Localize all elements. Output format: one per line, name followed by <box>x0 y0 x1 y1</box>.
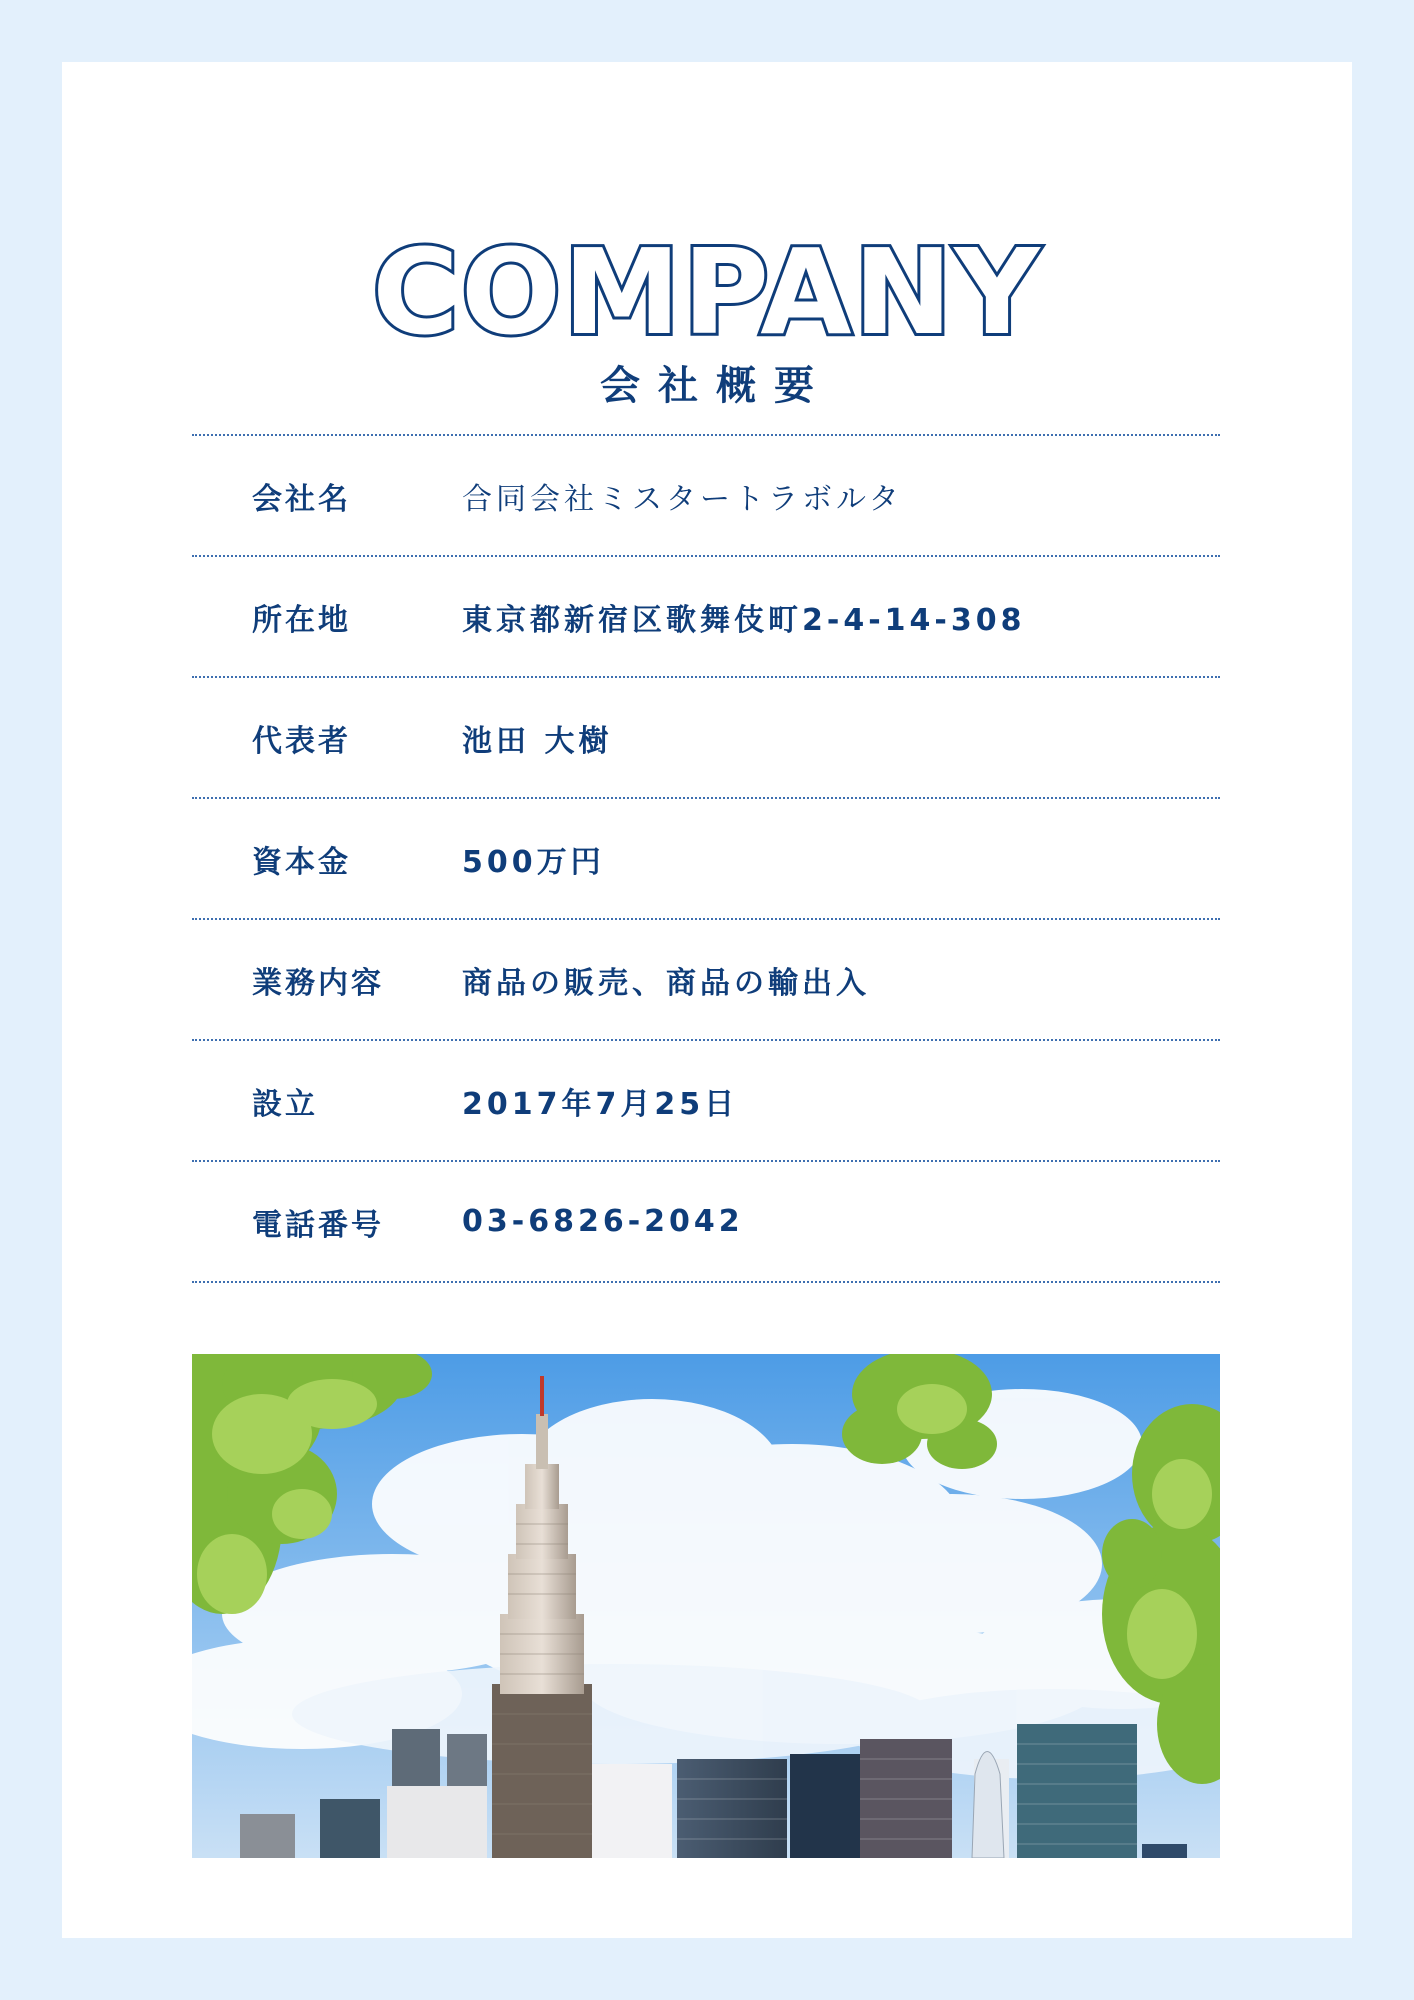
table-row <box>192 436 1220 557</box>
row-label: 設立 <box>252 1086 318 1122</box>
company-profile-card <box>62 62 1352 1938</box>
row-value: 2017年7月25日 <box>462 1086 739 1122</box>
page-subtitle: 会社概要 <box>600 363 832 409</box>
table-row <box>192 678 1220 799</box>
row-value: 池田 大樹 <box>462 723 613 759</box>
table-row <box>192 1041 1220 1162</box>
row-label: 所在地 <box>252 602 351 638</box>
row-label: 電話番号 <box>252 1207 384 1243</box>
row-value: 500万円 <box>462 844 605 880</box>
table-row <box>192 799 1220 920</box>
table-row <box>192 920 1220 1041</box>
page-title: COMPANY <box>372 223 1042 361</box>
row-value: 03-6826-2042 <box>462 1204 744 1239</box>
row-label: 会社名 <box>252 481 351 517</box>
table-row <box>192 557 1220 678</box>
row-label: 代表者 <box>252 723 351 759</box>
row-value: 商品の販売、商品の輸出入 <box>462 965 870 1001</box>
row-label: 資本金 <box>252 844 351 880</box>
row-value: 合同会社ミスタートラボルタ <box>462 481 903 517</box>
table-row <box>192 1162 1220 1283</box>
row-value: 東京都新宿区歌舞伎町2-4-14-308 <box>462 602 1026 638</box>
company-info-table <box>192 434 1220 1283</box>
city-skyline-image <box>192 1354 1220 1858</box>
row-label: 業務内容 <box>252 965 384 1001</box>
